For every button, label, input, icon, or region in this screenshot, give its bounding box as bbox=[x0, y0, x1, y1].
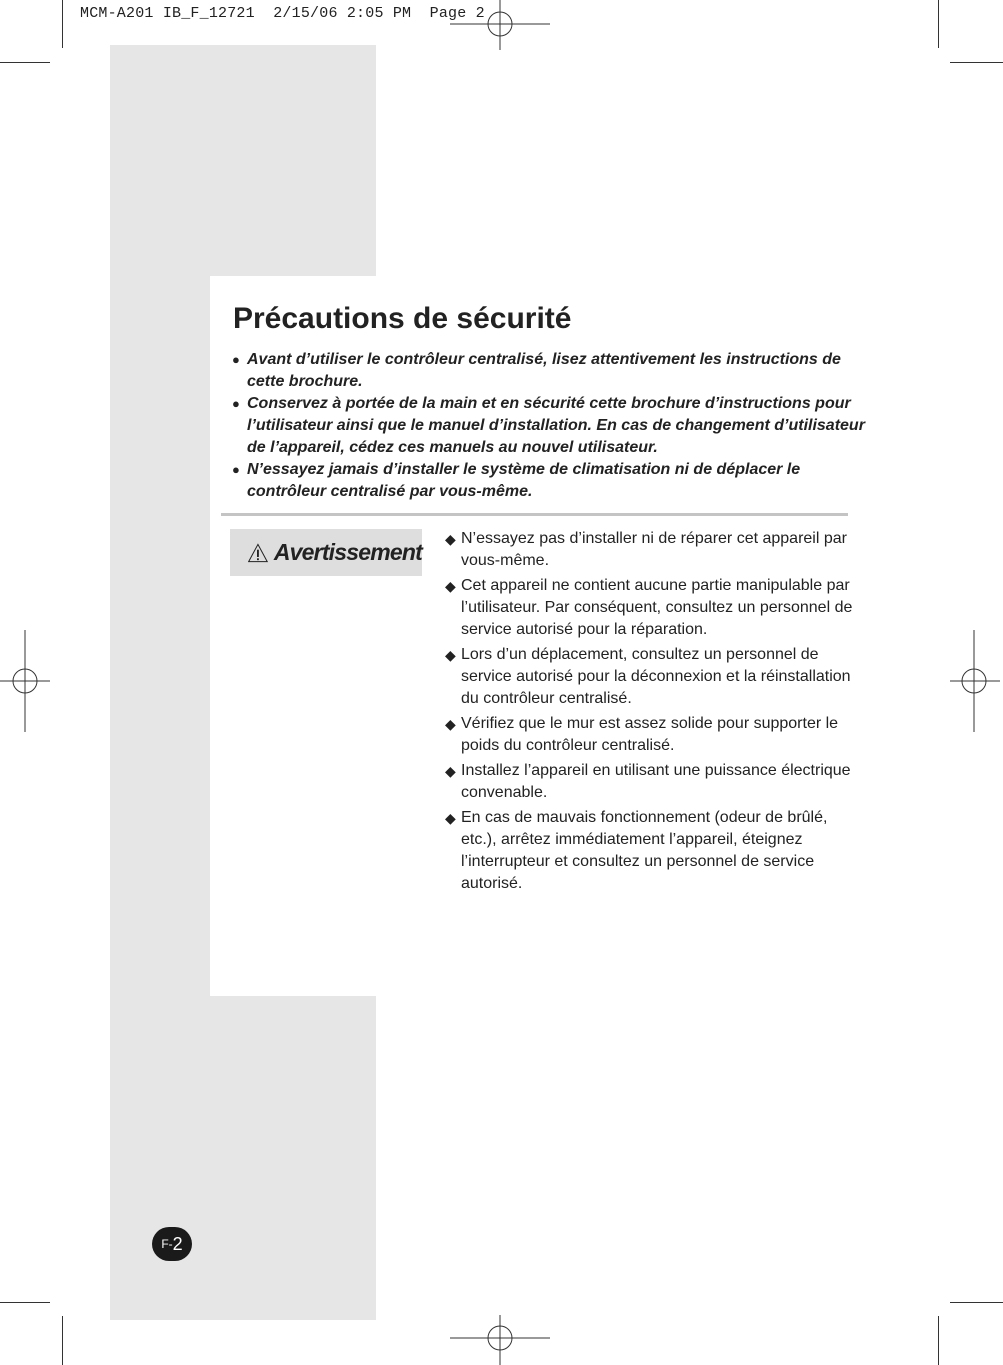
intro-item: ● N’essayez jamais d’installer le système de climatisation ni de déplacer le contrôleur centralisé par vous-même. bbox=[232, 459, 872, 503]
warning-item: ◆ Cet appareil ne contient aucune partie manipulable par l’utilisateur. Par conséquent, consultez un personnel de service autorisé pour la réparation. bbox=[445, 575, 855, 641]
registration-mark-icon bbox=[450, 1315, 550, 1365]
warning-item: ◆ En cas de mauvais fonctionnement (odeur de brûlé, etc.), arrêtez immédiatement l’appareil, éteignez l’interrupteur et consultez un personnel de service autorisé. bbox=[445, 807, 855, 895]
intro-list bbox=[232, 349, 872, 503]
section-divider bbox=[221, 513, 848, 516]
page-number-prefix: F- bbox=[161, 1237, 173, 1251]
warning-triangle-icon bbox=[248, 539, 268, 567]
warning-item: ◆ Installez l’appareil en utilisant une puissance électrique convenable. bbox=[445, 760, 855, 804]
print-slug-header: MCM-A201 IB_F_12721 2/15/06 2:05 PM Page 2 bbox=[80, 5, 485, 22]
intro-item: ● Conservez à portée de la main et en sécurité cette brochure d’instructions pour l’utilisateur ainsi que le manuel d’installation. En cas de changement d’utilisateur de l’appareil, cédez ces manuels au nouvel utilisateur. bbox=[232, 393, 872, 459]
warning-label: Avertissement bbox=[273, 539, 422, 565]
crop-mark bbox=[62, 0, 63, 48]
warning-item: ◆ Lors d’un déplacement, consultez un personnel de service autorisé pour la déconnexion et la réinstallation du contrôleur centralisé. bbox=[445, 644, 855, 710]
crop-mark bbox=[950, 1302, 1003, 1303]
crop-mark bbox=[62, 1316, 63, 1365]
page-number: 2 bbox=[172, 1233, 183, 1254]
warning-item: ◆ N’essayez pas d’installer ni de réparer cet appareil par vous-même. bbox=[445, 528, 855, 572]
registration-mark-icon bbox=[950, 630, 1000, 732]
crop-mark bbox=[950, 62, 1003, 63]
warning-label-box bbox=[230, 529, 422, 576]
crop-mark bbox=[938, 1316, 939, 1365]
crop-mark bbox=[0, 1302, 50, 1303]
crop-mark bbox=[0, 62, 50, 63]
page-number-badge bbox=[152, 1227, 192, 1261]
registration-mark-icon bbox=[0, 630, 50, 732]
warning-list bbox=[445, 528, 855, 898]
crop-mark bbox=[938, 0, 939, 48]
page-title: Précautions de sécurité bbox=[233, 302, 572, 335]
warning-item: ◆ Vérifiez que le mur est assez solide pour supporter le poids du contrôleur centralisé. bbox=[445, 713, 855, 757]
intro-item: ● Avant d’utiliser le contrôleur centralisé, lisez attentivement les instructions de cette brochure. bbox=[232, 349, 872, 393]
